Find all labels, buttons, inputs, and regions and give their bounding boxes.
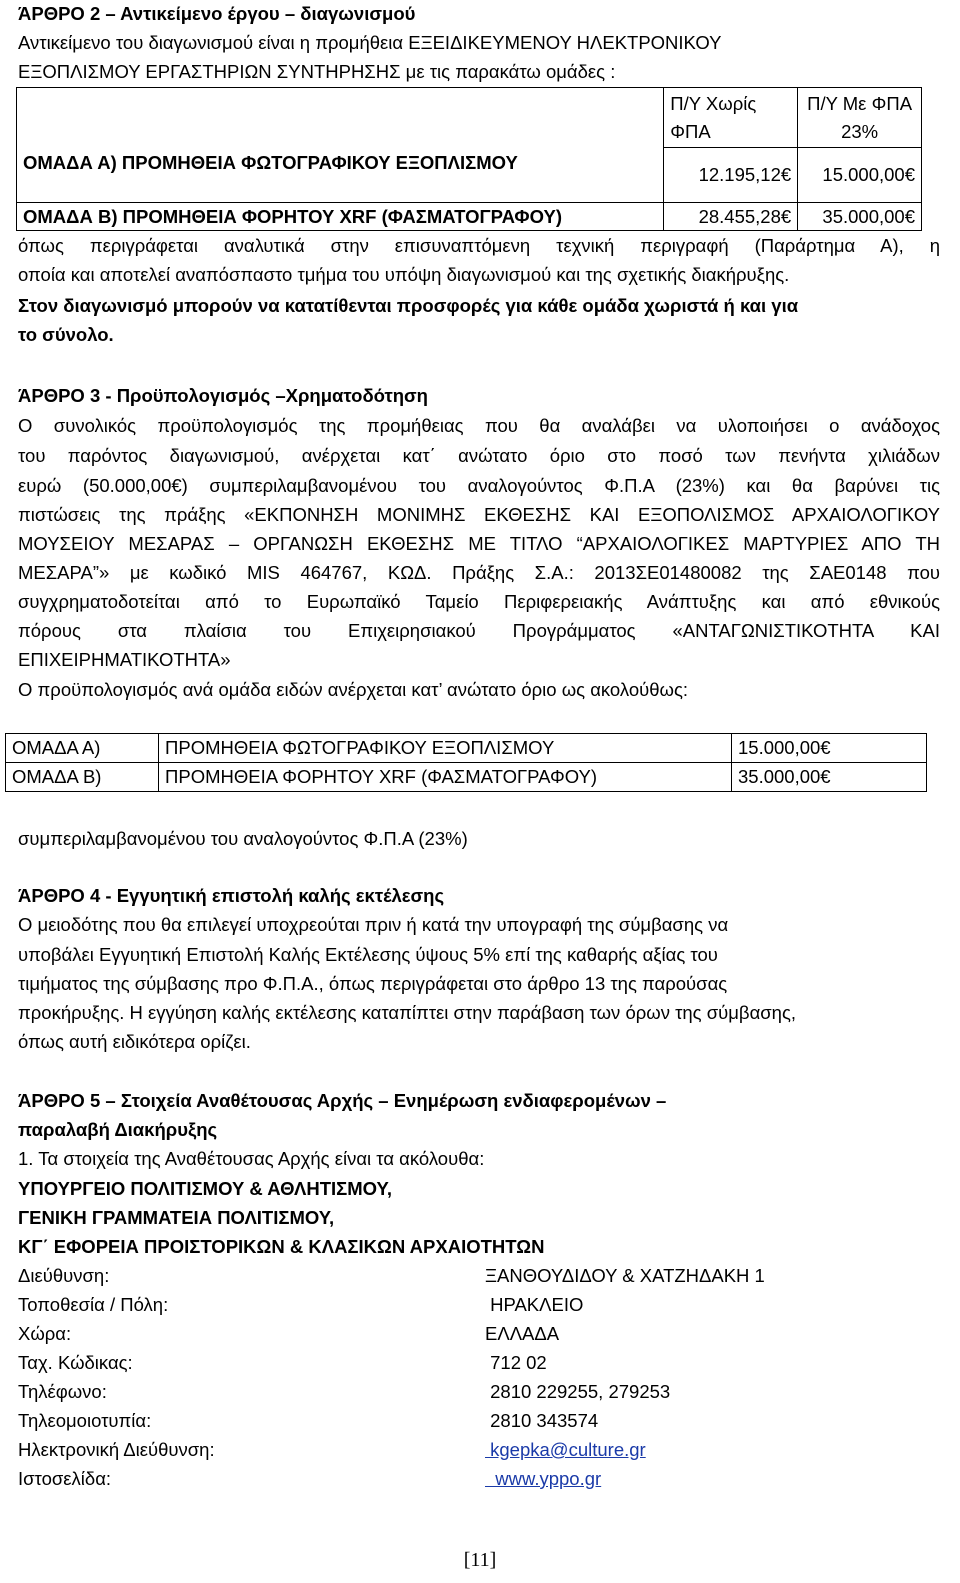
header-net: Π/Υ Χωρίς ΦΠΑ bbox=[664, 88, 798, 148]
article-2-bold-line-1: Στον διαγωνισμό μπορούν να κατατίθενται προσφορές για κάθε ομάδα χωριστά ή και για bbox=[18, 295, 799, 316]
field-value-postcode: 712 02 bbox=[485, 1352, 547, 1373]
article-4-line-2: υποβάλει Εγγυητική Επιστολή Καλής Εκτέλεσης ύψους 5% επί της καθαρής αξίας του bbox=[18, 944, 718, 965]
article-3-title: ΆΡΘΡΟ 3 - Προϋπολογισμός –Χρηματοδότηση bbox=[18, 385, 428, 406]
field-label-city: Τοποθεσία / Πόλη: bbox=[18, 1294, 169, 1315]
group-b-amount: 35.000,00€ bbox=[732, 763, 927, 792]
page-number: [11] bbox=[463, 1549, 497, 1571]
field-label-email: Ηλεκτρονική Διεύθυνση: bbox=[18, 1439, 215, 1460]
header-gross: Π/Υ Με ΦΠΑ 23% bbox=[798, 88, 922, 148]
article-4-title: ΆΡΘΡΟ 4 - Εγγυητική επιστολή καλής εκτέλεσης bbox=[18, 885, 445, 906]
article-4-line-5: όπως αυτή ειδικότερα ορίζει. bbox=[18, 1031, 251, 1052]
row-a-gross: 15.000,00€ bbox=[798, 148, 922, 203]
field-label-postcode: Ταχ. Κώδικας: bbox=[18, 1352, 133, 1373]
org-line-1: ΥΠΟΥΡΓΕΙΟ ΠΟΛΙΤΙΣΜΟΥ & ΑΘΛΗΤΙΣΜΟΥ, bbox=[18, 1178, 392, 1199]
row-a-net: 12.195,12€ bbox=[664, 148, 798, 203]
website-link[interactable]: www.yppo.gr bbox=[485, 1468, 602, 1489]
field-value-fax: 2810 343574 bbox=[485, 1410, 599, 1431]
field-value-phone: 2810 229255, 279253 bbox=[485, 1381, 671, 1402]
article-4-line-3: τιμήματος της σύμβασης προ Φ.Π.Α., όπως περιγράφεται στο άρθρο 13 της παρούσας bbox=[18, 973, 728, 994]
field-label-website: Ιστοσελίδα: bbox=[18, 1468, 112, 1489]
field-label-fax: Τηλεομοιοτυπία: bbox=[18, 1410, 152, 1431]
row-b-name: ΟΜΑΔΑ Β) ΠΡΟΜΗΘΕΙΑ ΦΟΡΗΤΟΥ XRF (ΦΑΣΜΑΤΟΓΡΑΦΟΥ) bbox=[17, 203, 664, 231]
article-5-intro: 1. Τα στοιχεία της Αναθέτουσας Αρχής είναι τα ακόλουθα: bbox=[18, 1148, 485, 1169]
groups-budget-table bbox=[16, 87, 922, 231]
article-2-intro-line-1: Αντικείμενο του διαγωνισμού είναι η προμήθεια ΕΞΕΙΔΙΚΕΥΜΕΝΟΥ ΗΛΕΚΤΡΟΝΙΚΟΥ bbox=[18, 32, 722, 53]
group-a-desc: ΠΡΟΜΗΘΕΙΑ ΦΩΤΟΓΡΑΦΙΚΟΥ ΕΞΟΠΛΙΣΜΟΥ bbox=[159, 734, 732, 763]
article-2-desc-line-2: οποία και αποτελεί αναπόσπαστο τμήμα του υπόψη διαγωνισμού και της σχετικής διακήρυξης. bbox=[18, 264, 790, 285]
row-b-net: 28.455,28€ bbox=[664, 203, 798, 231]
vat-note: συμπεριλαμβανομένου του αναλογούντος Φ.Π.Α (23%) bbox=[18, 828, 468, 849]
row-b-gross: 35.000,00€ bbox=[798, 203, 922, 231]
article-4-line-4: προκήρυξης. Η εγγύηση καλής εκτέλεσης καταπίπτει στην παράβαση των όρων της σύμβασης, bbox=[18, 1002, 797, 1023]
field-value-website-wrap bbox=[485, 1467, 601, 1491]
article-3-line-9: ΕΠΙΧΕΙΡΗΜΑΤΙΚΟΤΗΤΑ» bbox=[18, 649, 231, 670]
field-value-email-wrap bbox=[485, 1438, 646, 1462]
field-label-address: Διεύθυνση: bbox=[18, 1265, 110, 1286]
article-2-desc-line-1: όπως περιγράφεται αναλυτικά στην επισυναπτόμενη τεχνική περιγραφή (Παράρτημα Α), η bbox=[18, 235, 940, 256]
group-b-desc: ΠΡΟΜΗΘΕΙΑ ΦΟΡΗΤΟΥ XRF (ΦΑΣΜΑΤΟΓΡΑΦΟΥ) bbox=[159, 763, 732, 792]
group-a-label: ΟΜΑΔΑ Α) bbox=[6, 734, 159, 763]
article-4-line-1: Ο μειοδότης που θα επιλεγεί υποχρεούται πριν ή κατά την υπογραφή της σύμβασης να bbox=[18, 914, 729, 935]
article-3-line-8: πόρους στα πλαίσια του Επιχειρησιακού Προγράμματος «ΑΝΤΑΓΩΝΙΣΤΙΚΟΤΗΤΑ ΚΑΙ bbox=[18, 620, 940, 641]
field-label-country: Χώρα: bbox=[18, 1323, 72, 1344]
article-3-budget-line: Ο προϋπολογισμός ανά ομάδα ειδών ανέρχεται κατ’ ανώτατο όριο ως ακολούθως: bbox=[18, 679, 689, 700]
group-a-amount: 15.000,00€ bbox=[732, 734, 927, 763]
article-2-bold-line-2: το σύνολο. bbox=[18, 324, 114, 345]
article-3-line-6: ΜΕΣΑΡΑ”» με κωδικό MIS 464767, ΚΩΔ. Πράξης Σ.Α.: 2013ΣΕ01480082 της ΣΑΕ0148 που bbox=[18, 562, 940, 583]
article-3-line-4: πιστώσεις της πράξης «ΕΚΠΟΝΗΣΗ ΜΟΝΙΜΗΣ ΕΚΘΕΣΗΣ ΚΑΙ ΕΞΟΠΟΛΙΣΜΟΣ ΑΡΧΑΙΟΛΟΓΙΚΟΥ bbox=[18, 504, 940, 525]
article-3-line-7: συγχρηματοδοτείται από το Ευρωπαϊκό Ταμείο Περιφερειακής Ανάπτυξης και από εθνικούς bbox=[18, 591, 940, 612]
table-empty-header bbox=[17, 88, 664, 148]
email-link[interactable]: kgepka@culture.gr bbox=[485, 1439, 646, 1460]
article-2-title: ΆΡΘΡΟ 2 – Αντικείμενο έργου – διαγωνισμού bbox=[18, 3, 416, 24]
article-3-line-5: ΜΟΥΣΕΙΟΥ ΜΕΣΑΡΑΣ – ΟΡΓΑΝΩΣΗ ΕΚΘΕΣΗΣ ΜΕ ΤΙΤΛΟ “ΑΡΧΑΙΟΛΟΓΙΚΕΣ ΜΑΡΤΥΡΙΕΣ ΑΠΟ ΤΗ bbox=[18, 533, 940, 554]
row-a-name: ΟΜΑΔΑ Α) ΠΡΟΜΗΘΕΙΑ ΦΩΤΟΓΡΑΦΙΚΟΥ ΕΞΟΠΛΙΣΜΟΥ bbox=[17, 148, 664, 203]
field-label-phone: Τηλέφωνο: bbox=[18, 1381, 107, 1402]
article-3-line-1: Ο συνολικός προϋπολογισμός της προμήθειας που θα αναλάβει να υλοποιήσει ο ανάδοχος bbox=[18, 415, 940, 436]
article-3-line-2: του παρόντος διαγωνισμού, ανέρχεται κατ΄ ανώτατο όριο στο ποσό των πενήντα χιλιάδων bbox=[18, 445, 940, 466]
org-line-3: ΚΓ΄ ΕΦΟΡΕΙΑ ΠΡΟΙΣΤΟΡΙΚΩΝ & ΚΛΑΣΙΚΩΝ ΑΡΧΑΙΟΤΗΤΩΝ bbox=[18, 1236, 545, 1257]
field-value-city: ΗΡΑΚΛΕΙΟ bbox=[485, 1294, 584, 1315]
org-line-2: ΓΕΝΙΚΗ ΓΡΑΜΜΑΤΕΙΑ ΠΟΛΙΤΙΣΜΟΥ, bbox=[18, 1207, 335, 1228]
group-b-label: ΟΜΑΔΑ Β) bbox=[6, 763, 159, 792]
field-value-country: ΕΛΛΑΔΑ bbox=[485, 1323, 560, 1344]
budget-per-group-table bbox=[5, 733, 927, 792]
field-value-address: ΞΑΝΘΟΥΔΙΔΟΥ & ΧΑΤΖΗΔΑΚΗ 1 bbox=[485, 1265, 765, 1286]
article-5-title-line-1: ΆΡΘΡΟ 5 – Στοιχεία Αναθέτουσας Αρχής – Ενημέρωση ενδιαφερομένων – bbox=[18, 1090, 667, 1111]
article-3-line-3: ευρώ (50.000,00€) συμπεριλαμβανομένου του αναλογούντος Φ.Π.Α (23%) και θα βαρύνει τις bbox=[18, 475, 940, 496]
article-5-title-line-2: παραλαβή Διακήρυξης bbox=[18, 1119, 218, 1140]
article-2-intro-line-2: ΕΞΟΠΛΙΣΜΟΥ ΕΡΓΑΣΤΗΡΙΩΝ ΣΥΝΤΗΡΗΣΗΣ με τις παρακάτω ομάδες : bbox=[18, 61, 616, 82]
